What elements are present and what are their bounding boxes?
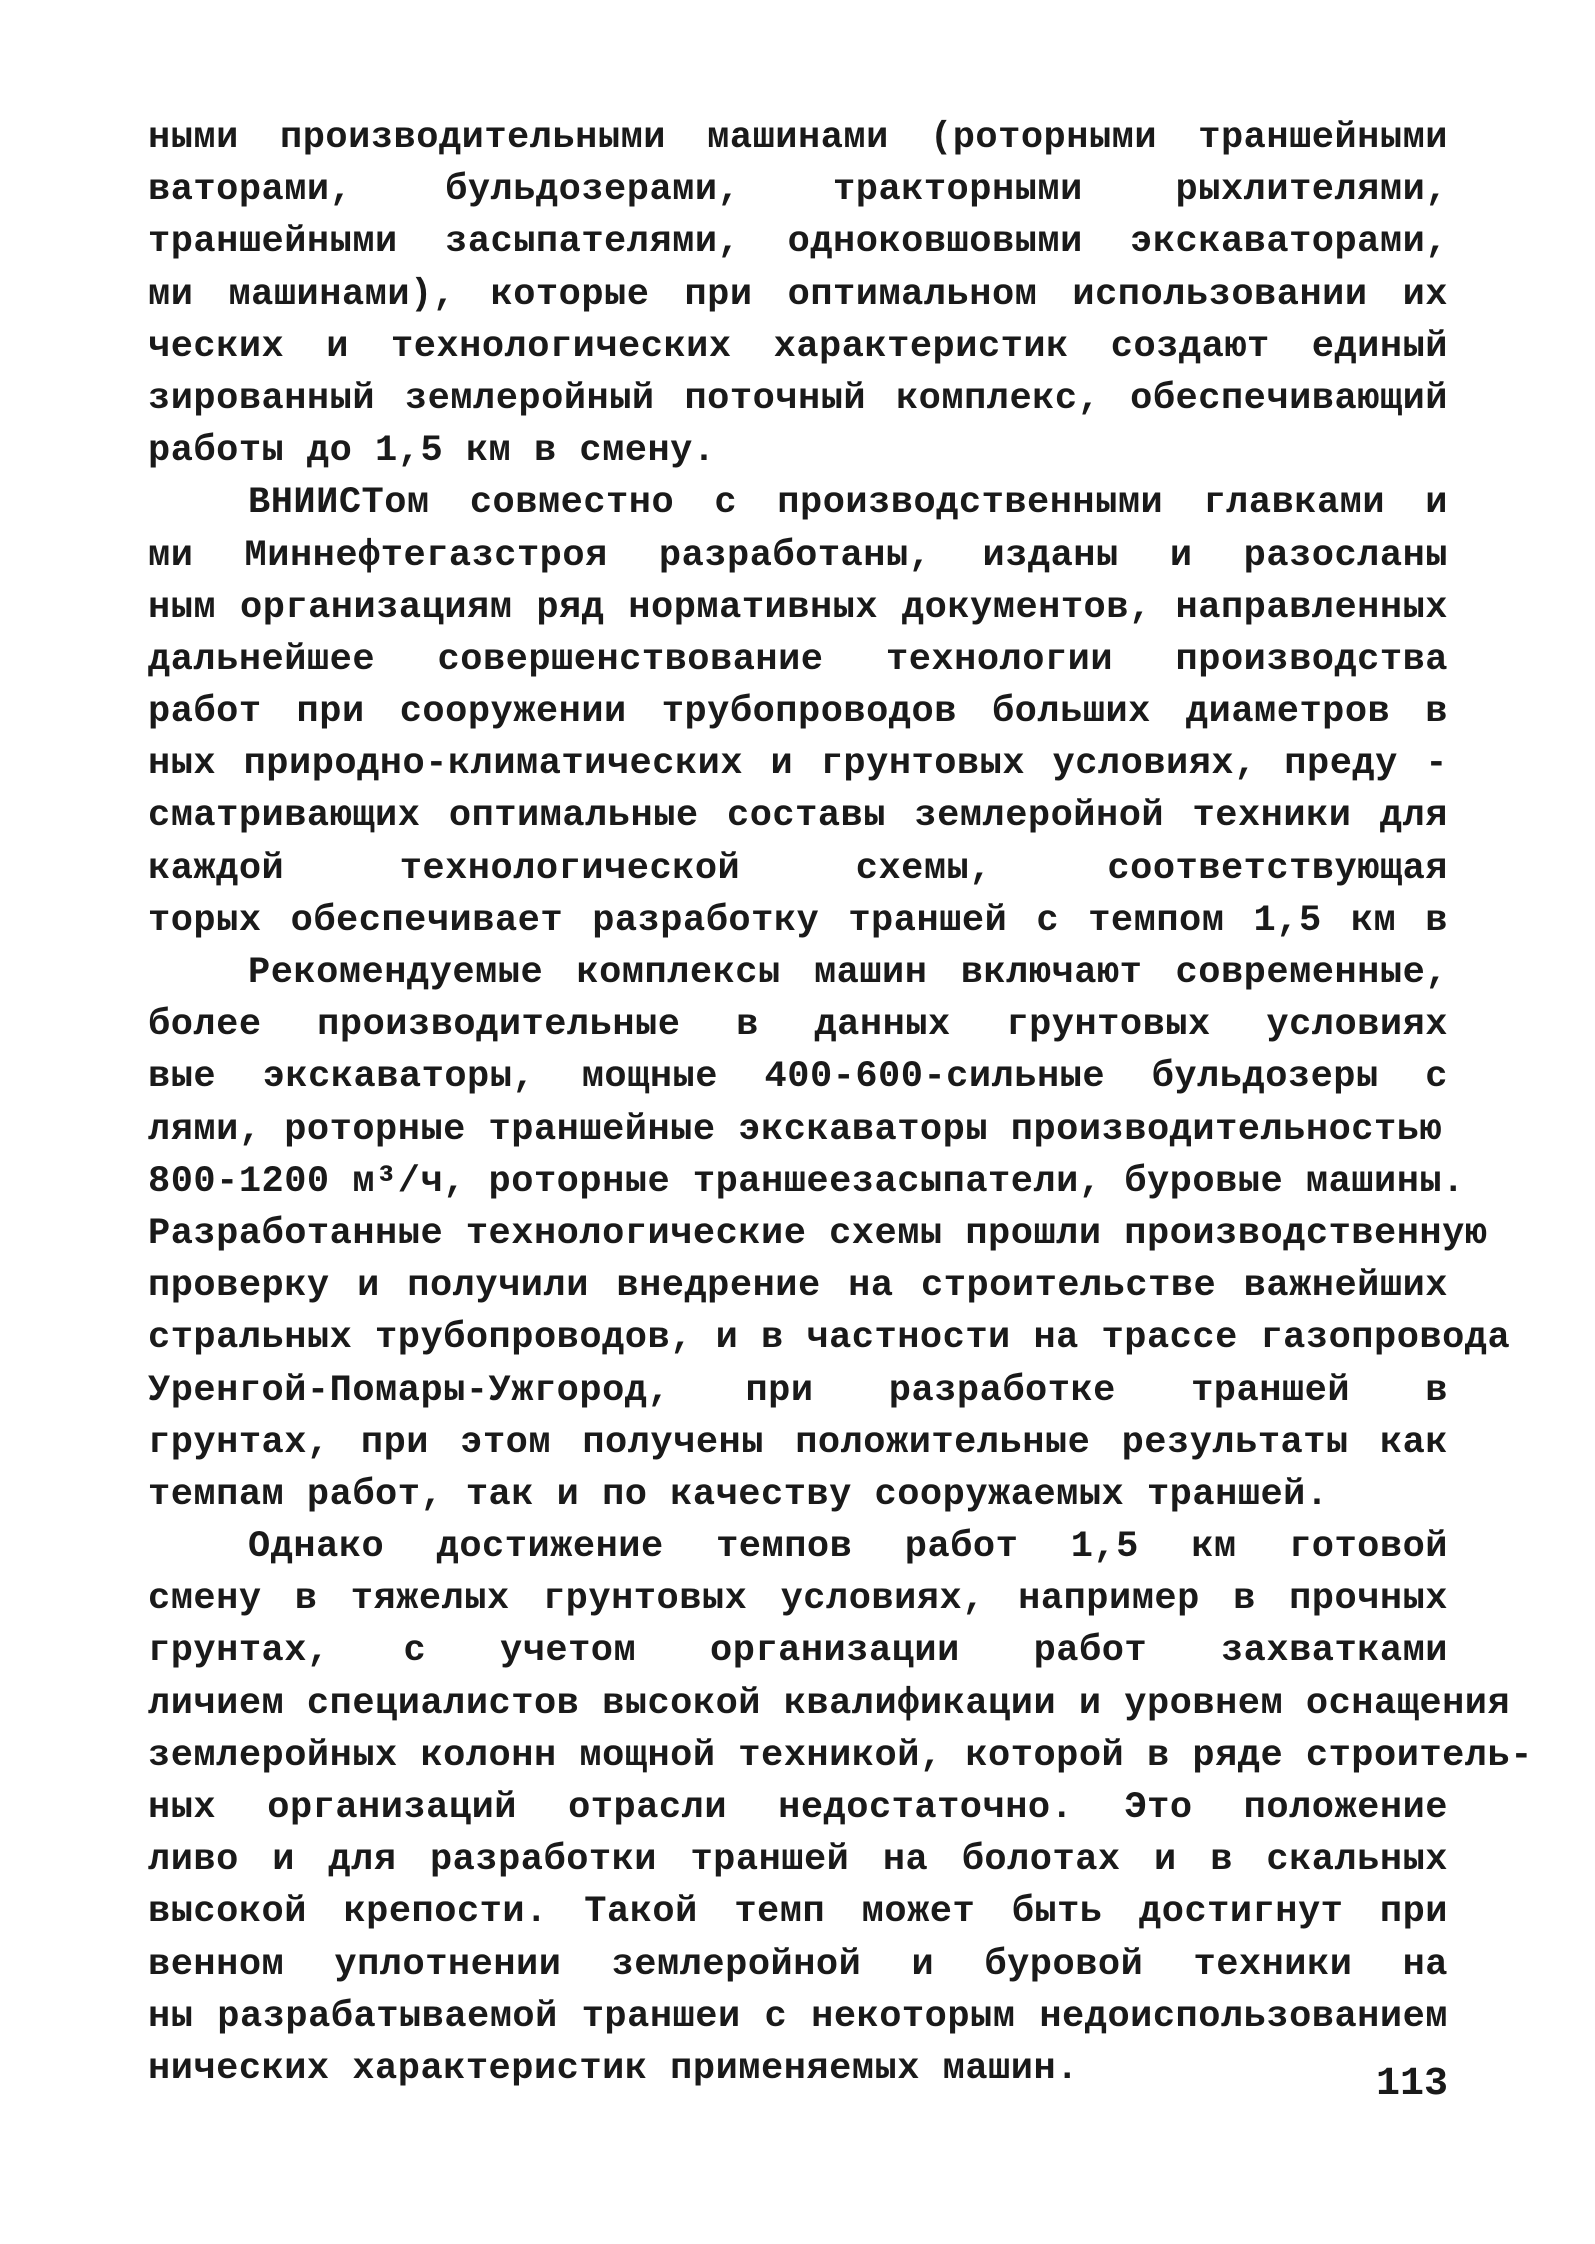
- text-line: темпам работ, так и по качеству сооружаемых траншей.: [148, 1473, 1329, 1516]
- text-line: 800-1200 м³/ч, роторные траншеезасыпатели, буровые машины.: [148, 1160, 1465, 1203]
- text-line: венном уплотнении землеройной и буровой техники на: [148, 1943, 1448, 1986]
- text-line: ны разрабатываемой траншеи с некоторым недоиспользованием: [148, 1995, 1448, 2038]
- body-text: [148, 112, 1533, 2095]
- text-line: ми Миннефтегазстроя разработаны, изданы и разосланы: [148, 534, 1448, 577]
- text-line: Рекомендуемые комплексы машин включают современные,: [248, 952, 1448, 994]
- text-line: землеройных колонн мощной техникой, которой в ряде строитель-: [148, 1734, 1533, 1777]
- text-line: дальнейшее совершенствование технологии производства: [148, 638, 1448, 681]
- text-line: сматривающих оптимальные составы землеройной техники для: [148, 795, 1448, 838]
- text-line: работ при сооружении трубопроводов больших диаметров в: [148, 691, 1448, 734]
- text-line: проверку и получили внедрение на строительстве важнейших: [148, 1265, 1448, 1308]
- text-line: лями, роторные траншейные экскаваторы производительностью: [148, 1108, 1443, 1151]
- text-line: личием специалистов высокой квалификации и уровнем оснащения: [148, 1682, 1511, 1725]
- text-line: ными производительными машинами (роторными траншейными: [148, 117, 1448, 159]
- text-line: ваторами, бульдозерами, тракторными рыхлителями,: [148, 169, 1448, 212]
- text-line: ческих и технологических характеристик создают единый: [148, 325, 1448, 368]
- text-line: Уренгой-Помары-Ужгород, при разработке траншей в: [148, 1369, 1448, 1412]
- text-line: Разработанные технологические схемы прошли производственную: [148, 1212, 1488, 1255]
- page-number: 113: [1376, 2062, 1449, 2107]
- text-line: зированный землеройный поточный комплекс, обеспечивающий: [148, 377, 1448, 420]
- text-line: ВНИИСТом совместно с производственными главками и: [248, 482, 1448, 525]
- text-line: более производительные в данных грунтовых условиях: [148, 1004, 1448, 1047]
- text-line: грунтах, при этом получены положительные результаты как: [148, 1421, 1448, 1464]
- text-line: торых обеспечивает разработку траншей с темпом 1,5 км в: [148, 899, 1448, 942]
- text-line: траншейными засыпателями, одноковшовыми экскаваторами,: [148, 221, 1448, 264]
- text-line: работы до 1,5 км в смену.: [148, 430, 716, 473]
- text-line: ливо и для разработки траншей на болотах и в скальных: [148, 1839, 1448, 1882]
- text-line: вые экскаваторы, мощные 400-600-сильные бульдозеры с: [148, 1056, 1448, 1099]
- text-line: ми машинами), которые при оптимальном использовании их: [148, 273, 1448, 316]
- text-line: ных природно-климатических и грунтовых условиях, преду -: [148, 743, 1448, 786]
- text-line: грунтах, с учетом организации работ захватками: [148, 1630, 1448, 1673]
- text-line: ным организациям ряд нормативных документов, направленных: [148, 586, 1448, 629]
- text-line: каждой технологической схемы, соответствующая: [148, 847, 1448, 890]
- text-line: ных организаций отрасли недостаточно. Это положение: [148, 1787, 1448, 1829]
- text-line: Однако достижение темпов работ 1,5 км готовой: [248, 1526, 1448, 1569]
- text-line: стральных трубопроводов, и в частности на трассе газопровода: [148, 1317, 1511, 1360]
- text-line: высокой крепости. Такой темп может быть достигнут при: [148, 1891, 1448, 1934]
- text-line: нических характеристик применяемых машин.: [148, 2047, 1079, 2090]
- text-line: смену в тяжелых грунтовых условиях, например в прочных: [148, 1578, 1448, 1621]
